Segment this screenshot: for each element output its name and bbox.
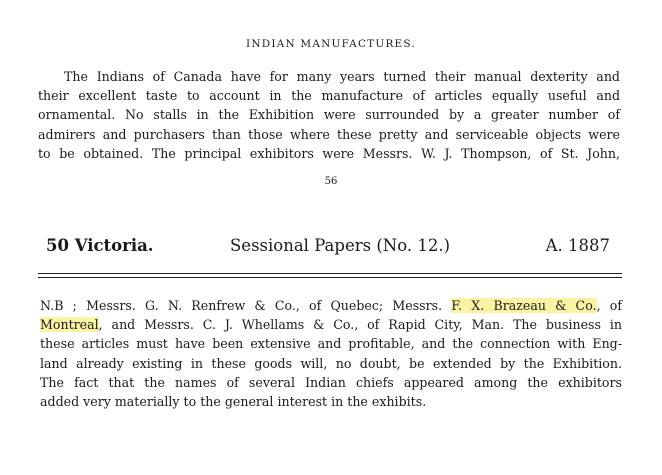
header-title: Sessional Papers (No. 12.) [230,236,451,255]
paragraph-line: added very materially to the general interest in the exhibits. [40,394,427,410]
paragraph-line: admirers and purchasers than those where these pretty and serviceable objects were [38,126,620,142]
paragraph-line: ornamental. No stalls in the Exhibition were surrounded by a greater number of [38,107,620,123]
paragraph-line [40,315,622,334]
header-rule-thick [38,273,622,274]
paragraph-line: these articles must have been extensive and profitable, and the connection with Eng- [40,336,622,352]
paragraph-line: land already existing in these goods will, no doubt, be extended by the Exhibition. [40,355,622,371]
section-heading: INDIAN MANUFACTURES. [246,38,416,50]
paragraph-line: their excellent taste to account in the manufacture of articles equally useful and [38,88,620,104]
paragraph-line [40,296,622,315]
text-segment: , and Messrs. C. J. Whellams & Co., of Rapid City, Man. The business in [98,317,622,333]
header-volume: 50 Victoria. [46,236,154,255]
header-year: A. 1887 [545,236,610,255]
paragraph-line: The fact that the names of several Indian chiefs appeared among the exhibitors [40,374,622,390]
running-header [38,236,620,260]
highlighted-text: F. X. Brazeau & Co. [451,298,597,313]
paragraph-exhibitors [40,296,622,411]
highlighted-text: Montreal [40,317,99,333]
page-number: 56 [324,176,338,187]
paragraph-line: The Indians of Canada have for many years turned their manual dexterity and [64,69,620,84]
paragraph-line: to be obtained. The principal exhibitors were Messrs. W. J. Thompson, of St. John, [38,145,620,161]
text-segment: N.B ; Messrs. G. N. Renfrew & Co., of Quebec; Messrs. [40,298,452,313]
header-rule-thin [38,277,622,278]
paragraph-indian-manufactures [38,67,620,163]
text-segment: , of [596,298,623,313]
